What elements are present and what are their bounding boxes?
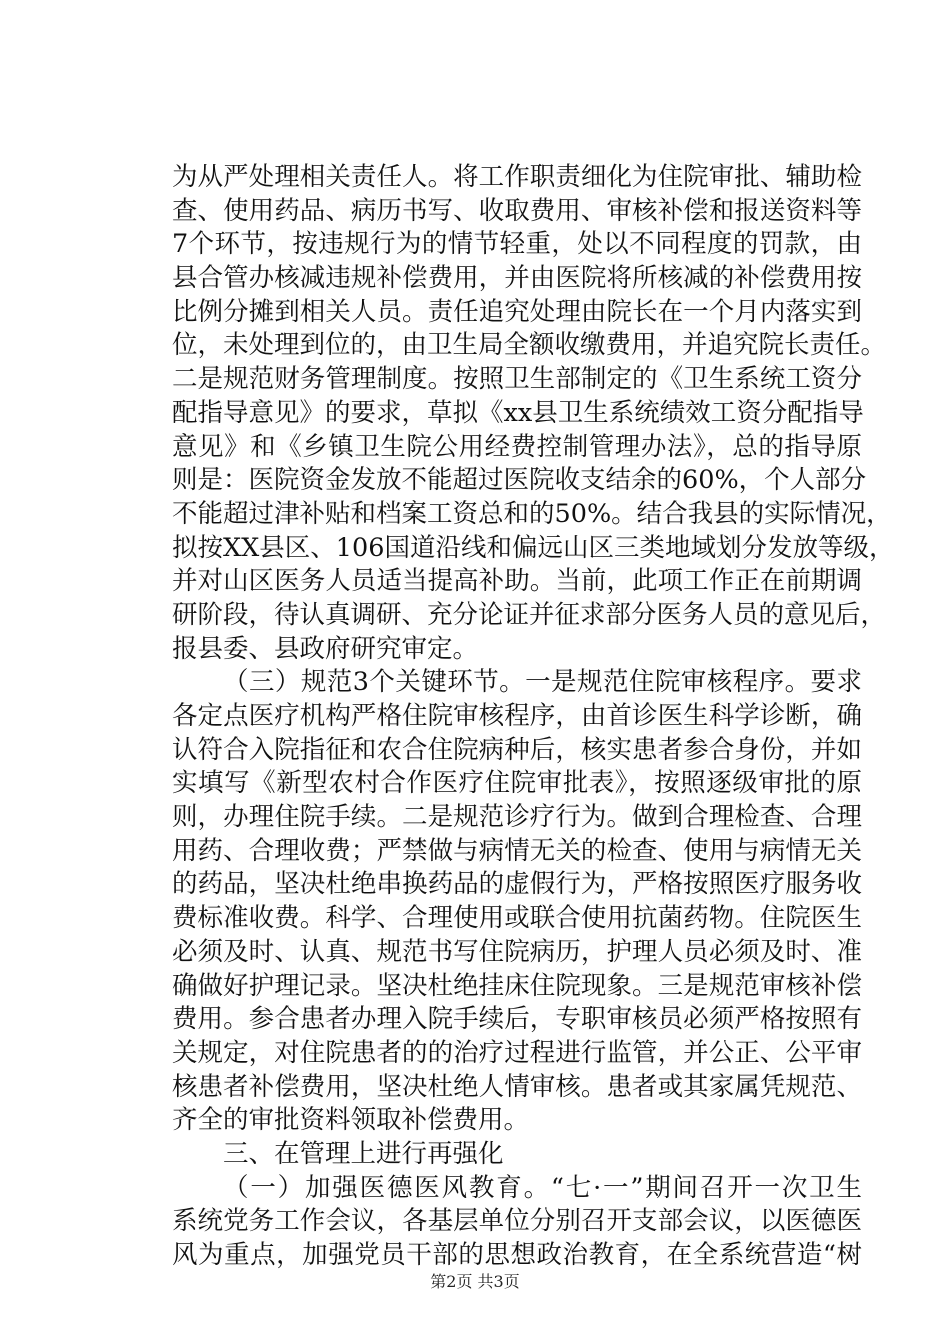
text-line: 研阶段，待认真调研、充分论证并征求部分医务人员的意见后， xyxy=(172,599,887,630)
text-line: 不能超过津补贴和档案工资总和的50%。结合我县的实际情况， xyxy=(172,498,892,529)
text-line: 意见》和《乡镇卫生院公用经费控制管理办法》，总的指导原 xyxy=(172,431,862,462)
text-line: 报县委、县政府研究审定。 xyxy=(172,633,479,664)
text-line: （一）加强医德医风教育。“七·一”期间召开一次卫生 xyxy=(223,1172,862,1203)
text-line: 齐全的审批资料领取补偿费用。 xyxy=(172,1105,530,1136)
text-line: 实填写《新型农村合作医疗住院审批表》，按照逐级审批的原 xyxy=(172,768,862,799)
text-line: 查、使用药品、病历书写、收取费用、审核补偿和报送资料等 xyxy=(172,195,862,226)
text-line: 二是规范财务管理制度。按照卫生部制定的《卫生系统工资分 xyxy=(172,364,862,395)
text-line: 系统党务工作会议，各基层单位分别召开支部会议，以医德医 xyxy=(172,1206,862,1237)
text-line: 核患者补偿费用，坚决杜绝人情审核。患者或其家属凭规范、 xyxy=(172,1071,862,1102)
text-line: 费标准收费。科学、合理使用或联合使用抗菌药物。住院医生 xyxy=(172,903,862,934)
text-line: 三、在管理上进行再强化 xyxy=(223,1138,504,1169)
text-line: 费用。参合患者办理入院手续后，专职审核员必须严格按照有 xyxy=(172,1004,862,1035)
text-line: 则，办理住院手续。二是规范诊疗行为。做到合理检查、合理 xyxy=(172,802,862,833)
text-line: （三）规范3个关键环节。一是规范住院审核程序。要求 xyxy=(223,667,862,698)
text-line: 县合管办核减违规补偿费用，并由医院将所核减的补偿费用按 xyxy=(172,263,862,294)
text-line: 为从严处理相关责任人。将工作职责细化为住院审批、辅助检 xyxy=(172,162,862,192)
text-line: 位，未处理到位的，由卫生局全额收缴费用，并追究院长责任。 xyxy=(172,330,887,361)
text-line: 比例分摊到相关人员。责任追究处理由院长在一个月内落实到 xyxy=(172,296,862,327)
page-footer: 第2页 共3页 xyxy=(430,1272,520,1291)
text-line: 风为重点，加强党员干部的思想政治教育，在全系统营造“树 xyxy=(172,1240,862,1270)
text-line: 的药品，坚决杜绝串换药品的虚假行为，严格按照医疗服务收 xyxy=(172,869,862,900)
text-line: 关规定，对住院患者的的治疗过程进行监管，并公正、公平审 xyxy=(172,1037,862,1068)
text-line: 并对山区医务人员适当提高补助。当前，此项工作正在前期调 xyxy=(172,566,862,597)
text-line: 配指导意见》的要求，草拟《xx县卫生系统绩效工资分配指导 xyxy=(172,397,864,428)
text-line: 7个环节，按违规行为的情节轻重，处以不同程度的罚款，由 xyxy=(172,229,862,260)
document-body xyxy=(172,161,895,1273)
text-line: 必须及时、认真、规范书写住院病历，护理人员必须及时、准 xyxy=(172,936,862,967)
text-line: 用药、合理收费；严禁做与病情无关的检查、使用与病情无关 xyxy=(172,835,862,866)
text-line: 拟按XX县区、106国道沿线和偏远山区三类地域划分发放等级， xyxy=(172,532,895,563)
text-line: 则是：医院资金发放不能超过医院收支结余的60%，个人部分 xyxy=(172,465,867,496)
text-line: 确做好护理记录。坚决杜绝挂床住院现象。三是规范审核补偿 xyxy=(172,970,862,1001)
text-line: 认符合入院指征和农合住院病种后，核实患者参合身份，并如 xyxy=(172,734,862,765)
text-line: 各定点医疗机构严格住院审核程序，由首诊医生科学诊断，确 xyxy=(172,701,862,731)
